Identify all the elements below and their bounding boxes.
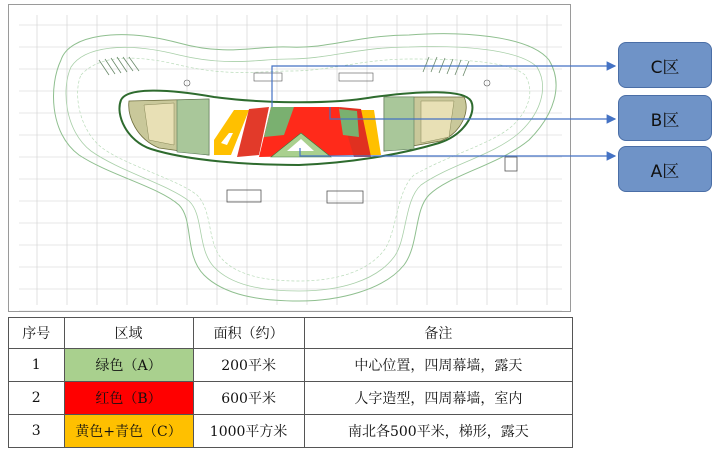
row-no: 1 — [9, 349, 65, 382]
header-no: 序号 — [9, 318, 65, 349]
structure-left — [227, 190, 261, 202]
structure-top-right — [339, 73, 373, 81]
table-row — [9, 382, 573, 415]
row-size: 600平米 — [193, 382, 304, 415]
row-no: 2 — [9, 382, 65, 415]
row-area: 黄色+青色（C） — [64, 415, 193, 448]
structure-east — [505, 157, 517, 171]
left-yellow-block — [129, 99, 209, 155]
right-yellow-block — [384, 97, 466, 151]
row-note: 人字造型，四周幕墙，室内 — [304, 382, 572, 415]
header-note: 备注 — [304, 318, 572, 349]
header-area: 区域 — [64, 318, 193, 349]
zone-c-label: C区 — [618, 42, 712, 88]
building-outline-inner — [66, 47, 543, 291]
header-size: 面积（约） — [193, 318, 304, 349]
row-note: 南北各500平米，梯形，露天 — [304, 415, 572, 448]
area-table — [8, 317, 573, 448]
floor-plan-svg — [9, 5, 571, 312]
row-size: 200平米 — [193, 349, 304, 382]
row-area: 红色（B） — [64, 382, 193, 415]
row-no: 3 — [9, 415, 65, 448]
row-area: 绿色（A） — [64, 349, 193, 382]
zone-b-label: B区 — [618, 95, 712, 141]
row-size: 1000平方米 — [193, 415, 304, 448]
table-row — [9, 349, 573, 382]
floor-plan-drawing — [8, 4, 571, 312]
seating-top-left — [99, 57, 139, 75]
structure-top-left — [254, 73, 282, 81]
zone-a-label: A区 — [618, 146, 712, 192]
building-outline — [54, 34, 557, 301]
table-row — [9, 415, 573, 448]
table-header-row — [9, 318, 573, 349]
row-note: 中心位置，四周幕墙，露天 — [304, 349, 572, 382]
